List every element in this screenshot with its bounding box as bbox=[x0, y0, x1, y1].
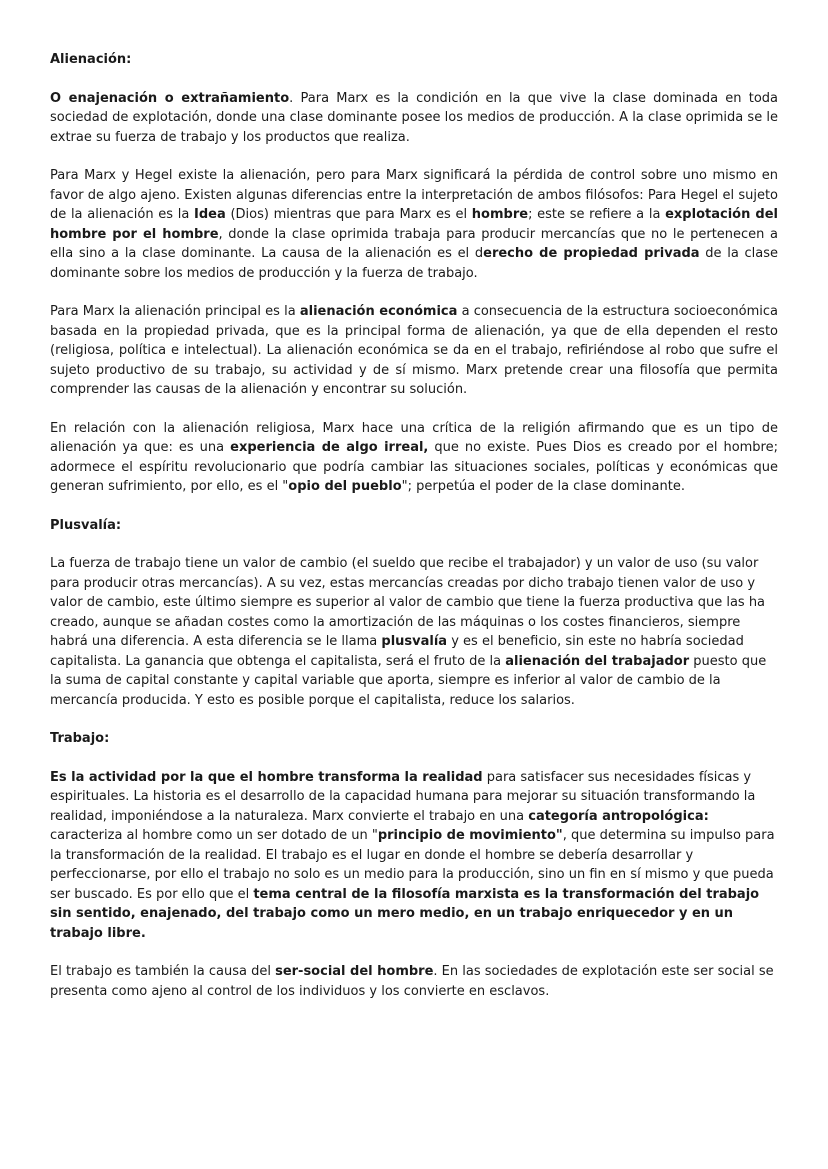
bold-text-run: hombre bbox=[471, 207, 529, 222]
heading-alienacion: Alienación: bbox=[50, 52, 132, 67]
text-run: En relación con la alienación religiosa, Marx hace una crítica de la religión afirmando que es un tipo de alienación ya que: es una bbox=[50, 420, 778, 455]
heading-plusvalia: Plusvalía: bbox=[50, 517, 122, 533]
bold-text-run: principio de movimiento" bbox=[377, 828, 563, 843]
text-run: y es el beneficio, sin este no habría sociedad capitalista. La ganancia que obtenga el capitalista, será el fruto de la bbox=[50, 634, 744, 669]
text-run: El trabajo es también la causa del bbox=[50, 964, 276, 979]
text-run: "; perpetúa el poder de la clase dominante. bbox=[401, 479, 685, 494]
text-run: , que determina su impulso para la transformación de la realidad. El trabajo es el lugar en donde el hombre se debería desarrollar y perfeccionarse, por ello el trabajo no solo es un medio para la producción, sino un fin en sí mismo y que pueda ser buscado. Es por ello que el bbox=[50, 828, 775, 902]
paragraph-plusvalia bbox=[50, 554, 778, 710]
bold-text-run: O enajenación o extrañamiento bbox=[50, 90, 290, 106]
text-run: que no existe. Pues Dios es creado por el hombre; adormece el espíritu revolucionario que podría cambiar las situaciones sociales, políticas y económicas que generan sufrimiento, por ello, es el " bbox=[50, 440, 778, 494]
paragraph-alienacion-religiosa bbox=[50, 419, 778, 497]
text-run: puesto que la suma de capital constante y capital variable que aporta, siempre es inferior al valor de cambio de la mercancía producida. Y esto es posible porque el capitalista, reduce los salarios. bbox=[50, 653, 767, 708]
bold-text-run: tema central de la filosofía marxista es la transformación del trabajo sin sentido, enajenado, del trabajo como un mero medio, en un trabajo enriquecedor y en un trabajo libre. bbox=[50, 886, 760, 941]
bold-text-run: experiencia de algo irreal, bbox=[230, 440, 429, 455]
text-run: caracteriza al hombre como un ser dotado de un " bbox=[50, 828, 378, 843]
text-run: de la clase dominante sobre los medios de producción y la fuerza de trabajo. bbox=[50, 246, 778, 281]
bold-text-run: Idea bbox=[194, 207, 226, 222]
text-run: para satisfacer sus necesidades físicas y espirituales. La historia es el desarrollo de la capacidad humana para mejorar su situación transformando la realidad, imponiéndose a la naturaleza. Marx convierte el trabajo en una bbox=[50, 769, 756, 824]
paragraph-ser-social bbox=[50, 962, 778, 1001]
bold-text-run: erecho de propiedad privada bbox=[483, 246, 700, 261]
text-run: . Para Marx es la condición en la que vive la clase dominada en toda sociedad de explotación, donde una clase dominante posee los medios de producción. A la clase oprimida se le extrae su fuerza de trabajo y los productos que realiza. bbox=[50, 90, 778, 145]
bold-text-run: categoría antropológica: bbox=[528, 808, 709, 824]
document-page bbox=[50, 50, 778, 1020]
heading-trabajo: Trabajo: bbox=[50, 731, 110, 746]
paragraph-alienacion-definition bbox=[50, 89, 778, 148]
bold-text-run: opio del pueblo bbox=[288, 479, 402, 494]
text-run: . En las sociedades de explotación este ser social se presenta como ajeno al control de los individuos y los convierte en esclavos. bbox=[50, 964, 774, 999]
text-run: , donde la clase oprimida trabaja para producir mercancías que no le pertenecen a ella sino a la clase dominante. La causa de la alienación es el d bbox=[50, 226, 779, 261]
paragraph-trabajo-definition bbox=[50, 768, 778, 944]
text-run: Para Marx la alienación principal es la bbox=[50, 304, 300, 319]
bold-text-run: Es la actividad por la que el hombre transforma la realidad bbox=[50, 769, 483, 785]
bold-text-run: explotación del hombre por el hombre bbox=[50, 207, 779, 242]
bold-text-run: plusvalía bbox=[381, 634, 448, 649]
bold-text-run: alienación económica bbox=[299, 304, 458, 319]
bold-text-run: alienación del trabajador bbox=[505, 653, 690, 669]
text-run: Para Marx y Hegel existe la alienación, pero para Marx significará la pérdida de control sobre uno mismo en favor de algo ajeno. Existen algunas diferencias entre la interpretación de ambos filósofos: Para Hegel el sujeto de la alienación es la bbox=[50, 168, 778, 222]
text-run: (Dios) mientras que para Marx es el bbox=[225, 207, 472, 222]
text-run: La fuerza de trabajo tiene un valor de cambio (el sueldo que recibe el trabajador) y un valor de uso (su valor para producir otras mercancías). A su vez, estas mercancías creadas por dicho trabajo tienen valor de uso y valor de cambio, este último siempre es superior al valor de cambio que tiene la fuerza productiva que las ha creado, aunque se añadan costes como la amortización de las máquinas o los costes financieros, siempre habrá una diferencia. A esta diferencia se le llama bbox=[50, 556, 766, 649]
paragraph-marx-hegel bbox=[50, 166, 778, 283]
paragraph-alienacion-economica bbox=[50, 302, 778, 400]
bold-text-run: ser-social del hombre bbox=[275, 964, 434, 979]
text-run: ; este se refiere a la bbox=[528, 207, 666, 222]
text-run: a consecuencia de la estructura socioeconómica basada en la propiedad privada, que es la principal forma de alienación, ya que de ella dependen el resto (religiosa, política e intelectual). La alienación económica se da en el trabajo, refiriéndose al robo que sufre el sujeto productivo de su trabajo, su actividad y de sí mismo. Marx pretende crear una filosofía que permita comprender las causas de la alienación y encontrar su solución. bbox=[50, 304, 778, 397]
